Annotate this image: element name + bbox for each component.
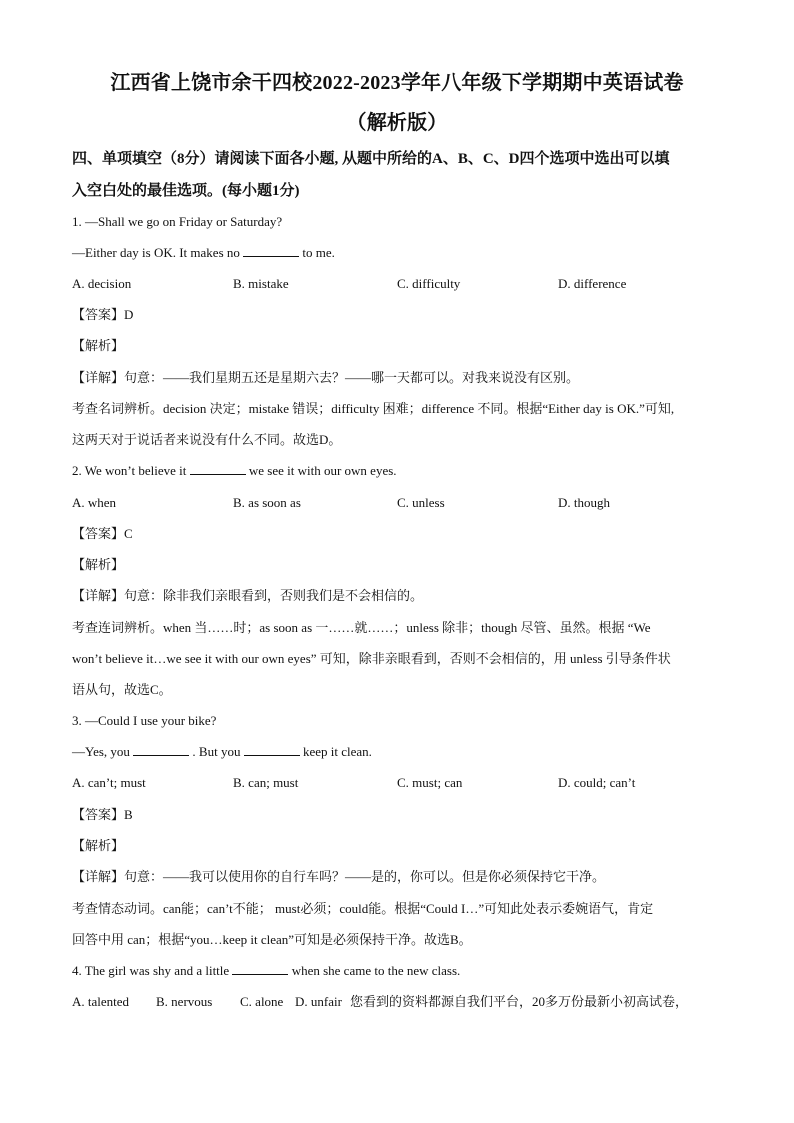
question-1-option-d: D. difference xyxy=(558,276,627,291)
page-subtitle: （解析版） xyxy=(346,112,448,134)
question-1-explain-line1: 考查名词辨析。decision 决定；mistake 错误；difficulty 困难；difference 不同。根据“Either day is OK.”可知, xyxy=(72,401,675,416)
platform-promo-note: 您看到的资料都源自我们平台，20多万份最新小初高试卷， xyxy=(350,994,689,1009)
question-3-answer: 【答案】B xyxy=(72,807,133,822)
answer-blank xyxy=(133,744,189,756)
question-3-explain-line1: 考查情态动词。can能；can’t不能； must必须；could能。根据“Could I…”可知此处表示委婉语气，肯定 xyxy=(72,901,654,916)
question-1-option-c: C. difficulty xyxy=(397,276,461,291)
section-instruction-line2: 入空白处的最佳选项。(每小题1分) xyxy=(72,183,300,199)
question-1-stem-line1: 1. —Shall we go on Friday or Saturday? xyxy=(72,214,283,229)
question-2-explain-line3: 语从句，故选C。 xyxy=(72,682,172,697)
question-3-option-a: A. can’t; must xyxy=(72,775,146,790)
question-1-stem-post: to me. xyxy=(302,245,335,260)
question-2-analysis-label: 【解析】 xyxy=(72,557,125,572)
question-3-stem-a: —Yes, you xyxy=(72,744,130,759)
question-2-stem-post: we see it with our own eyes. xyxy=(248,463,397,478)
question-4-option-d: D. unfair xyxy=(295,994,342,1009)
question-1-answer: 【答案】D xyxy=(72,307,134,322)
question-1-detail: 【详解】句意：——我们星期五还是星期六去？——哪一天都可以。对我来说没有区别。 xyxy=(72,370,580,385)
question-4-stem-post: when she came to the new class. xyxy=(291,963,461,978)
answer-blank xyxy=(244,744,300,756)
question-2-stem-line1 xyxy=(72,462,397,480)
answer-blank xyxy=(232,963,288,975)
question-2-option-d: D. though xyxy=(558,495,610,510)
question-4-option-b: B. nervous xyxy=(156,994,213,1009)
question-3-option-b: B. can; must xyxy=(233,775,299,790)
question-2-answer: 【答案】C xyxy=(72,526,133,541)
question-3-analysis-label: 【解析】 xyxy=(72,838,125,853)
question-4-option-a: A. talented xyxy=(72,994,130,1009)
question-2-explain-line2: won’t believe it…we see it with our own eyes” 可知，除非亲眼看到，否则不会相信的，用 unless 引导条件状 xyxy=(72,651,671,666)
question-1-analysis-label: 【解析】 xyxy=(72,338,125,353)
question-3-explain-line2: 回答中用 can；根据“you…keep it clean”可知是必须保持干净。故选B。 xyxy=(72,932,472,947)
question-2-stem-pre: 2. We won’t believe it xyxy=(72,463,187,478)
answer-blank xyxy=(243,245,299,257)
question-4-stem-line1 xyxy=(72,962,460,980)
question-3-option-d: D. could; can’t xyxy=(558,775,636,790)
section-instruction-line1: 四、单项填空（8分）请阅读下面各小题, 从题中所给的A、B、C、D四个选项中选出可以填 xyxy=(72,151,670,167)
question-3-stem-c: keep it clean. xyxy=(302,744,372,759)
question-1-option-a: A. decision xyxy=(72,276,132,291)
page-title: 江西省上饶市余干四校2022-2023学年八年级下学期期中英语试卷 xyxy=(110,72,684,94)
question-3-stem-b: . But you xyxy=(192,744,241,759)
question-4-stem-pre: 4. The girl was shy and a little xyxy=(72,963,230,978)
question-2-option-a: A. when xyxy=(72,495,117,510)
question-3-stem-line2 xyxy=(72,743,372,761)
question-2-detail: 【详解】句意：除非我们亲眼看到，否则我们是不会相信的。 xyxy=(72,588,424,603)
question-2-option-b: B. as soon as xyxy=(233,495,301,510)
question-1-explain-line2: 这两天对于说话者来说没有什么不同。故选D。 xyxy=(72,432,342,447)
question-3-option-c: C. must; can xyxy=(397,775,463,790)
question-1-stem-line2 xyxy=(72,244,335,262)
question-1-option-b: B. mistake xyxy=(233,276,289,291)
question-3-detail: 【详解】句意：——我可以使用你的自行车吗？——是的，你可以。但是你必须保持它干净。 xyxy=(72,869,606,884)
question-2-option-c: C. unless xyxy=(397,495,445,510)
question-3-stem-line1: 3. —Could I use your bike? xyxy=(72,713,217,728)
question-4-option-c: C. alone xyxy=(240,994,284,1009)
answer-blank xyxy=(190,463,246,475)
question-2-explain-line1: 考查连词辨析。when 当……时；as soon as 一……就……；unless 除非；though 尽管、虽然。根据 “We xyxy=(72,620,651,635)
question-1-stem-pre: —Either day is OK. It makes no xyxy=(72,245,240,260)
